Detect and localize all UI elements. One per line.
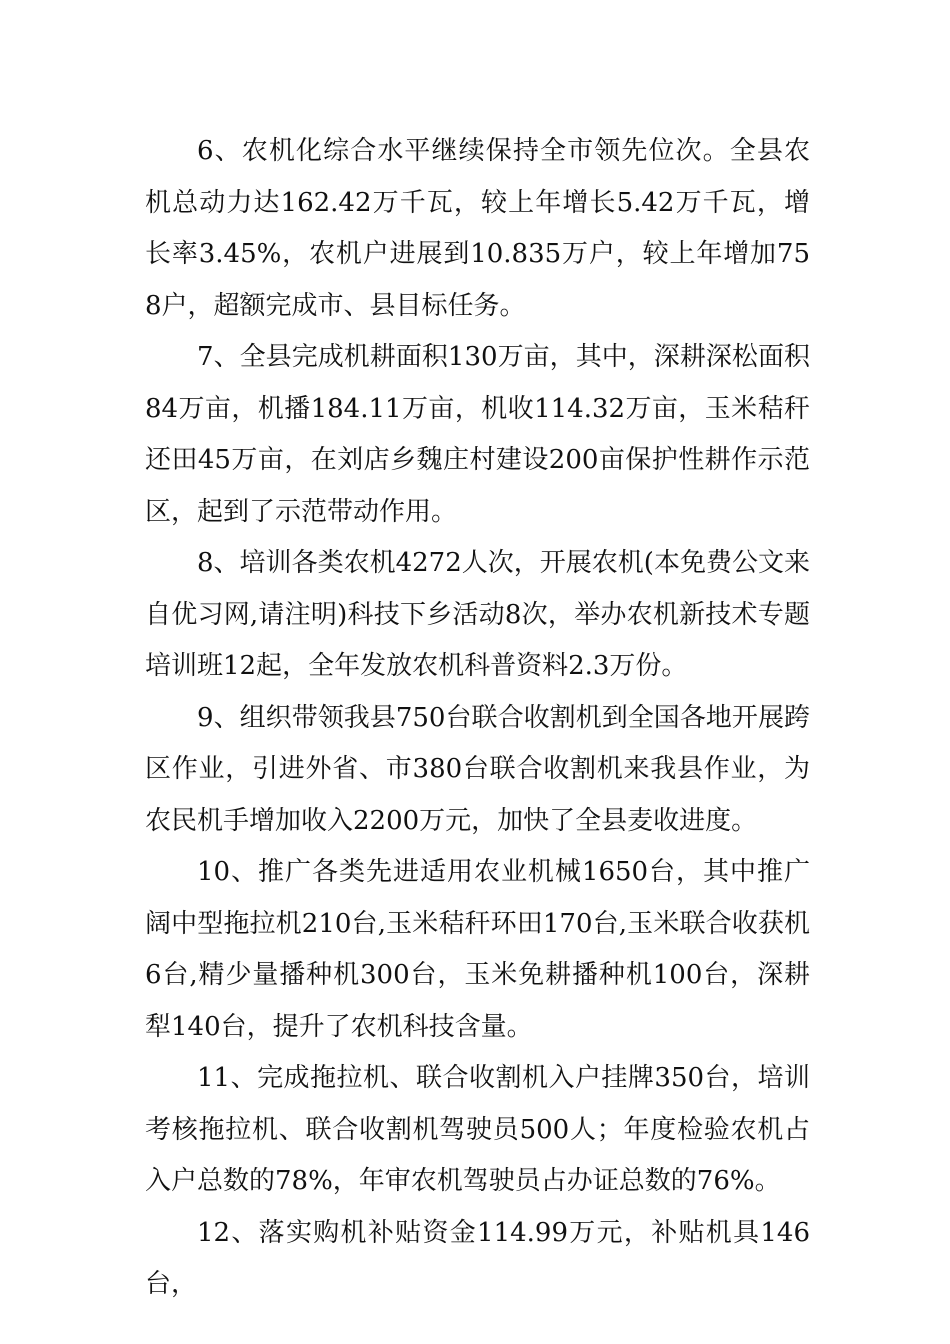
paragraph-7: 7、全县完成机耕面积130万亩，其中，深耕深松面积84万亩，机播184.11万亩，机收114.32万亩，玉米秸秆还田45万亩，在刘店乡魏庄村建设200亩保护性耕作示范区，起到了示范带动作用。 (145, 342, 810, 527)
paragraph-8: 8、培训各类农机4272人次，开展农机(本免费公文来自优习网,请注明)科技下乡活动8次，举办农机新技术专题培训班12起，全年发放农机科普资料2.3万份。 (145, 548, 810, 681)
paragraph-9: 9、组织带领我县750台联合收割机到全国各地开展跨区作业，引进外省、市380台联合收割机来我县作业，为农民机手增加收入2200万元，加快了全县麦收进度。 (145, 702, 810, 836)
paragraph-12: 12、落实购机补贴资金114.99万元，补贴机具146台， (145, 1217, 810, 1299)
paragraph-6: 6、农机化综合水平继续保持全市领先位次。全县农机总动力达162.42万千瓦，较上年增长5.42万千瓦，增长率3.45%，农机户进展到10.835万户，较上年增加758户，超额完成市、县目标任务。 (145, 136, 810, 321)
paragraph-10: 10、推广各类先进适用农业机械1650台，其中推广阔中型拖拉机210台,玉米秸秆环田170台,玉米联合收获机6台,精少量播种机300台，玉米免耕播种机100台，深耕犁140台，提升了农机科技含量。 (145, 857, 810, 1042)
document-body (145, 126, 810, 1311)
paragraph-11: 11、完成拖拉机、联合收割机入户挂牌350台，培训考核拖拉机、联合收割机驾驶员500人；年度检验农机占入户总数的78%，年审农机驾驶员占办证总数的76%。 (145, 1063, 810, 1196)
